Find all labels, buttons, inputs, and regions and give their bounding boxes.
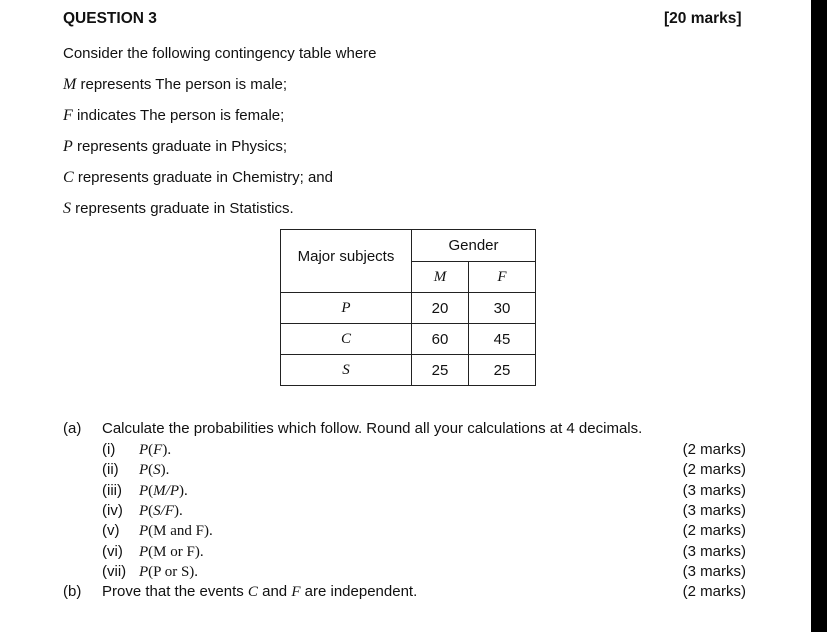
col-header-m: M	[412, 261, 469, 293]
item-vi: (vi) P(M or F).	[102, 543, 204, 560]
part-b-marks: (2 marks)	[682, 583, 746, 600]
item-iv: (iv) P(S/F).	[102, 502, 183, 519]
value-cell: 60	[412, 324, 469, 355]
definition-s: S represents graduate in Statistics.	[63, 200, 294, 217]
item-iv-marks: (3 marks)	[682, 502, 746, 519]
part-b-label: (b)	[63, 583, 82, 600]
row-label-cell: C	[281, 324, 412, 355]
item-v-marks: (2 marks)	[682, 522, 746, 539]
definition-m: M represents The person is male;	[63, 76, 287, 93]
item-iii: (iii) P(M/P).	[102, 482, 188, 499]
table-row	[281, 355, 536, 386]
value-cell: 20	[412, 293, 469, 324]
question-marks: [20 marks]	[664, 10, 742, 27]
item-v: (v) P(M and F).	[102, 522, 213, 539]
value-cell: 30	[469, 293, 536, 324]
definition-f: F indicates The person is female;	[63, 107, 285, 124]
item-ii: (ii) P(S).	[102, 461, 170, 478]
definition-p: P represents graduate in Physics;	[63, 138, 288, 155]
item-iii-marks: (3 marks)	[682, 482, 746, 499]
item-i: (i) P(F).	[102, 441, 172, 458]
part-a-text: Calculate the probabilities which follow. Round all your calculations at 4 decimals.	[102, 420, 643, 437]
value-cell: 25	[469, 355, 536, 386]
row-label-cell: P	[281, 293, 412, 324]
question-title: QUESTION 3	[63, 10, 157, 27]
item-vi-marks: (3 marks)	[682, 543, 746, 560]
item-vii-marks: (3 marks)	[682, 563, 746, 580]
row-header-cell: Major subjects	[281, 230, 412, 293]
col-header-f: F	[469, 261, 536, 293]
part-b-text: Prove that the events C and F are independent.	[102, 583, 418, 600]
contingency-table	[280, 229, 536, 386]
table-row	[281, 324, 536, 355]
table-row	[281, 293, 536, 324]
value-cell: 25	[412, 355, 469, 386]
item-ii-marks: (2 marks)	[682, 461, 746, 478]
part-a-label: (a)	[63, 420, 82, 437]
item-vii: (vii) P(P or S).	[102, 563, 199, 580]
gender-header-cell: Gender	[412, 230, 536, 262]
intro-lead: Consider the following contingency table where	[63, 45, 377, 62]
item-i-marks: (2 marks)	[682, 441, 746, 458]
value-cell: 45	[469, 324, 536, 355]
row-label-cell: S	[281, 355, 412, 386]
definition-c: C represents graduate in Chemistry; and	[63, 169, 333, 186]
